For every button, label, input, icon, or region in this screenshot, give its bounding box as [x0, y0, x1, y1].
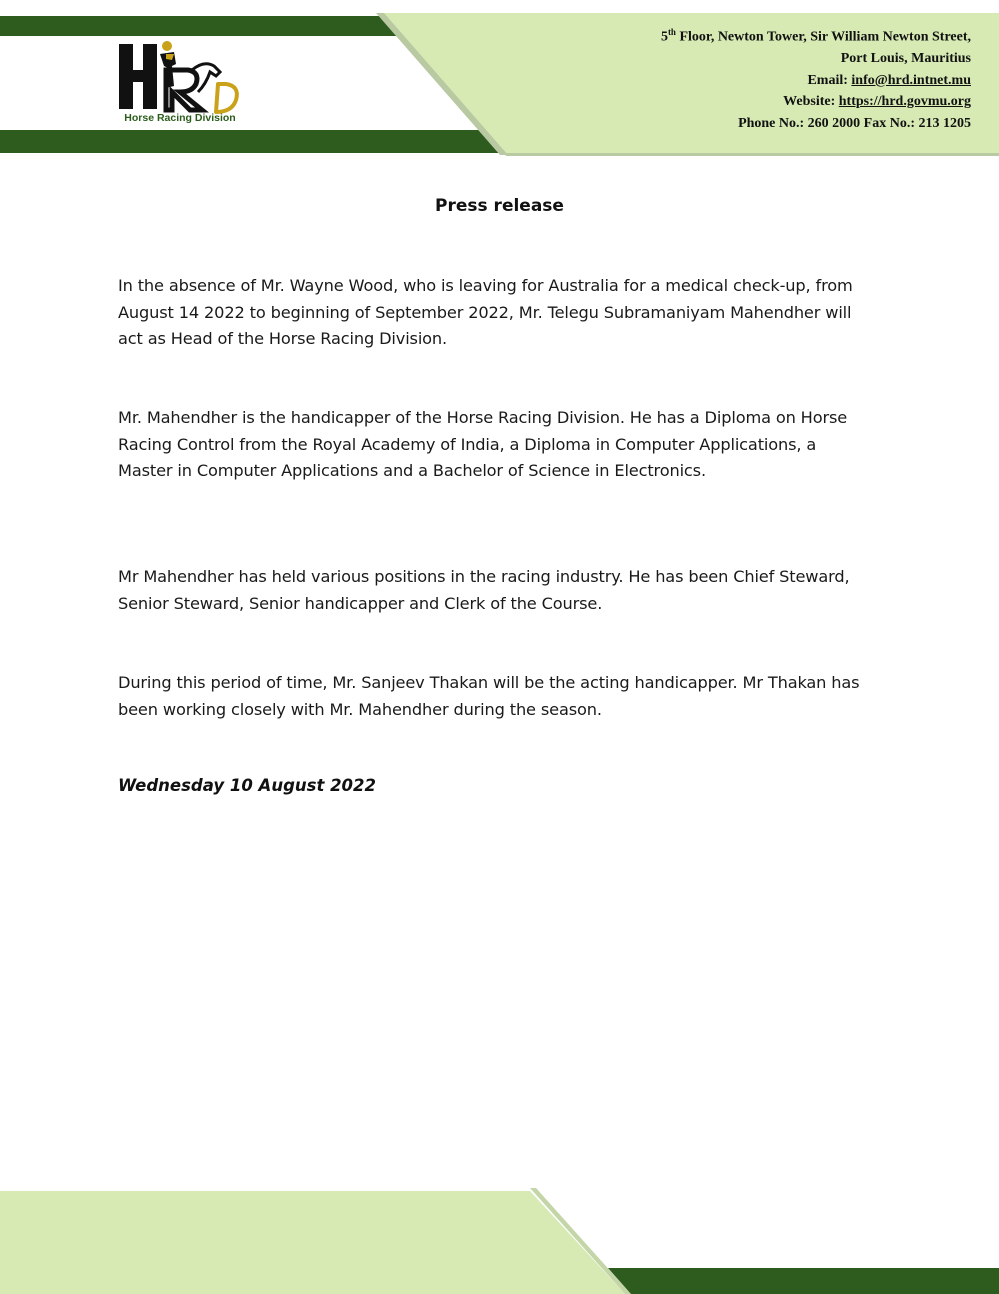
logo-letter-d — [216, 84, 237, 112]
paragraph-3: Mr Mahendher has held various positions in the racing industry. He has been Chief Steward, Senior Steward, Senior handicapper and Clerk of the Course. — [118, 567, 850, 613]
paragraph-1: In the absence of Mr. Wayne Wood, who is leaving for Australia for a medical check-up, from August 14 2022 to beginning of September 2022, Mr. Telegu Subramaniyam Mahendher will act as Head of the Horse Racing Division. — [118, 276, 853, 348]
email-line: Email: info@hrd.intnet.mu — [807, 72, 971, 88]
website-line: Website: https://hrd.govmu.org — [783, 94, 971, 110]
address-line-2: Port Louis, Mauritius — [840, 51, 971, 67]
logo-letter-h — [119, 44, 157, 109]
logo-caption: Horse Racing Division — [124, 112, 236, 124]
phone-line: Phone No.: 260 2000 Fax No.: 213 1205 — [738, 115, 971, 131]
address-line-1: 5th Floor, Newton Tower, Sir William Newton Street, — [660, 27, 971, 45]
paragraph-2: Mr. Mahendher is the handicapper of the Horse Racing Division. He has a Diploma on Horse Racing Control from the Royal Academy of India, a Diploma in Computer Applications, a Master in Computer Applications and a Bachelor of Science in Electronics. — [118, 408, 848, 480]
website-link[interactable]: https://hrd.govmu.org — [838, 94, 971, 110]
release-date: Wednesday 10 August 2022 — [118, 776, 376, 795]
floor-suffix: th — [667, 27, 676, 37]
email-link[interactable]: info@hrd.intnet.mu — [851, 72, 971, 88]
paragraph-4: During this period of time, Mr. Sanjeev Thakan will be the acting handicapper. Mr Thakan has been working closely with Mr. Mahendher during the season. — [118, 673, 860, 719]
contact-block — [661, 22, 971, 134]
footer-band — [0, 1188, 999, 1294]
page-title: Press release — [435, 196, 564, 216]
